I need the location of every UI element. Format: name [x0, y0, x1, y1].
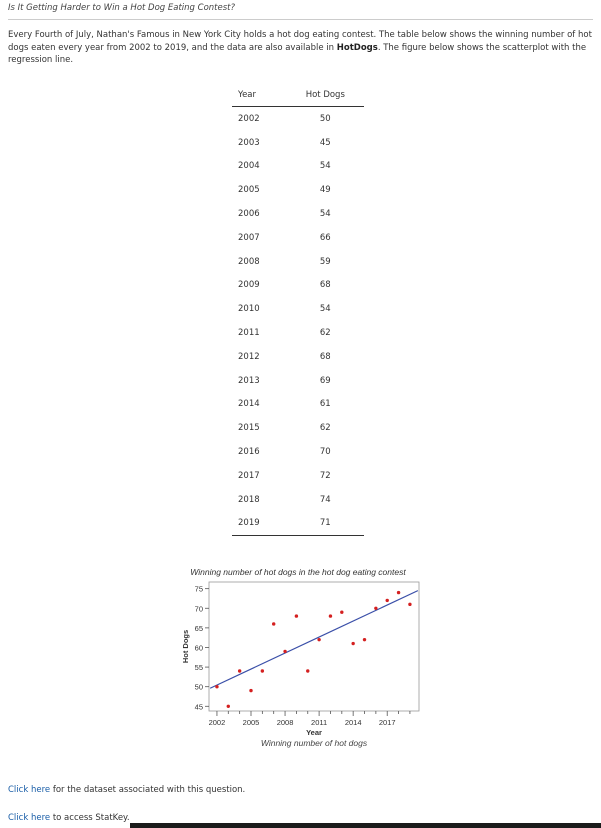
- data-point: [272, 622, 275, 625]
- statkey-link-line: [8, 813, 130, 823]
- cell-year: 2004: [238, 161, 260, 172]
- table-body: [232, 107, 364, 536]
- data-point: [215, 685, 218, 688]
- cell-hot-dogs: 61: [319, 399, 331, 410]
- cell-year: 2011: [238, 328, 260, 339]
- table-row: [232, 202, 364, 226]
- data-point: [340, 610, 343, 613]
- data-point: [317, 638, 320, 641]
- hotdog-data-table: [232, 84, 364, 536]
- table-row: [232, 416, 364, 440]
- cell-year: 2009: [238, 280, 260, 291]
- table-row: [232, 107, 364, 131]
- data-point: [397, 591, 400, 594]
- y-tick-label: 50: [194, 682, 203, 692]
- data-point: [261, 669, 264, 672]
- table-row: [232, 321, 364, 345]
- cell-hot-dogs: 70: [319, 447, 331, 458]
- table-row: [232, 131, 364, 155]
- table-row: [232, 393, 364, 417]
- table-row: [232, 464, 364, 488]
- question-intro: [8, 29, 593, 67]
- cell-year: 2003: [238, 137, 260, 148]
- data-point: [227, 705, 230, 708]
- column-header-hot-dogs: Hot Dogs: [287, 84, 364, 107]
- table-row: [232, 226, 364, 250]
- scatterplot-chart: [168, 562, 428, 757]
- x-tick-label: 2005: [242, 718, 260, 727]
- table-row: [232, 345, 364, 369]
- cell-hot-dogs: 54: [319, 161, 331, 172]
- cell-hot-dogs: 68: [319, 351, 331, 362]
- cell-hot-dogs: 68: [319, 280, 331, 291]
- intro-text-end: . The figure below shows the scatterplot with the regression line.: [8, 42, 587, 65]
- table-header-row: [232, 84, 364, 107]
- cell-hot-dogs: 54: [319, 209, 331, 220]
- cell-year: 2019: [232, 512, 287, 536]
- cell-hot-dogs: 74: [319, 494, 331, 505]
- bottom-bar-gap: [0, 823, 130, 828]
- data-point: [238, 669, 241, 672]
- y-axis-label: Hot Dogs: [181, 629, 190, 664]
- x-tick-label: 2008: [276, 718, 294, 727]
- column-header-year: Year: [232, 84, 287, 107]
- x-tick-label: 2017: [378, 718, 396, 727]
- cell-year: 2013: [238, 375, 260, 386]
- y-tick-label: 65: [194, 623, 203, 633]
- x-axis-label: Year: [306, 728, 322, 737]
- dataset-link[interactable]: Click here: [8, 785, 51, 795]
- title-divider: [8, 19, 593, 20]
- y-tick-label: 75: [194, 584, 203, 594]
- cell-hot-dogs: 62: [319, 328, 331, 339]
- cell-year: 2008: [238, 256, 260, 267]
- cell-hot-dogs: 54: [319, 304, 331, 315]
- dataset-name: HotDogs: [336, 42, 378, 53]
- data-point: [249, 689, 252, 692]
- data-point: [306, 669, 309, 672]
- cell-year: 2012: [238, 351, 260, 362]
- chart-caption: Winning number of hot dogs: [260, 738, 368, 748]
- y-tick-label: 55: [194, 663, 203, 673]
- x-tick-label: 2014: [344, 718, 362, 727]
- question-title: Is It Getting Harder to Win a Hot Dog Eating Contest?: [8, 3, 236, 13]
- cell-hot-dogs: 45: [319, 137, 331, 148]
- data-point: [408, 603, 411, 606]
- x-tick-label: 2011: [311, 718, 328, 727]
- table-row: [232, 297, 364, 321]
- cell-hot-dogs: 66: [319, 232, 331, 243]
- y-tick-label: 45: [194, 702, 203, 712]
- table-row: [232, 274, 364, 298]
- dataset-link-text: for the dataset associated with this question.: [50, 785, 246, 795]
- table-row: [232, 178, 364, 202]
- chart-title: Winning number of hot dogs in the hot dog eating contest: [190, 567, 406, 577]
- intro-text-start: Every Fourth of July, Nathan's Famous in New York City holds a hot dog eating contest. The table below shows the winning number of hot dogs eaten every year from 2002 to 2019, and the data are also available in: [8, 30, 592, 53]
- cell-year: 2006: [238, 209, 260, 220]
- statkey-link-text: to access StatKey.: [50, 813, 130, 823]
- cell-year: 2005: [238, 185, 260, 196]
- data-point: [374, 607, 377, 610]
- table-row: [232, 488, 364, 512]
- cell-hot-dogs: 62: [319, 423, 331, 434]
- cell-year: 2002: [238, 113, 260, 124]
- cell-year: 2016: [238, 447, 260, 458]
- y-tick-label: 60: [194, 643, 203, 653]
- cell-year: 2018: [238, 494, 260, 505]
- cell-hot-dogs: 72: [319, 470, 331, 481]
- x-tick-label: 2002: [208, 718, 226, 727]
- cell-hot-dogs: 71: [287, 512, 364, 536]
- data-point: [329, 614, 332, 617]
- data-point: [351, 642, 354, 645]
- table-row: [232, 155, 364, 179]
- cell-year: 2014: [238, 399, 260, 410]
- dataset-link-line: [8, 785, 245, 795]
- data-point: [363, 638, 366, 641]
- table-row: [232, 440, 364, 464]
- statkey-link[interactable]: Click here: [8, 813, 51, 823]
- cell-year: 2007: [238, 232, 260, 243]
- data-point: [283, 650, 286, 653]
- cell-year: 2010: [238, 304, 260, 315]
- cell-hot-dogs: 49: [319, 185, 331, 196]
- cell-hot-dogs: 50: [319, 113, 331, 124]
- table-row: [232, 250, 364, 274]
- cell-hot-dogs: 69: [319, 375, 331, 386]
- regression-line: [210, 591, 418, 689]
- table-row: [232, 369, 364, 393]
- cell-year: 2015: [238, 423, 260, 434]
- cell-hot-dogs: 59: [319, 256, 331, 267]
- table-row: [232, 512, 364, 536]
- y-tick-label: 70: [194, 604, 203, 614]
- cell-year: 2017: [238, 470, 260, 481]
- data-point: [386, 599, 389, 602]
- data-point: [295, 614, 298, 617]
